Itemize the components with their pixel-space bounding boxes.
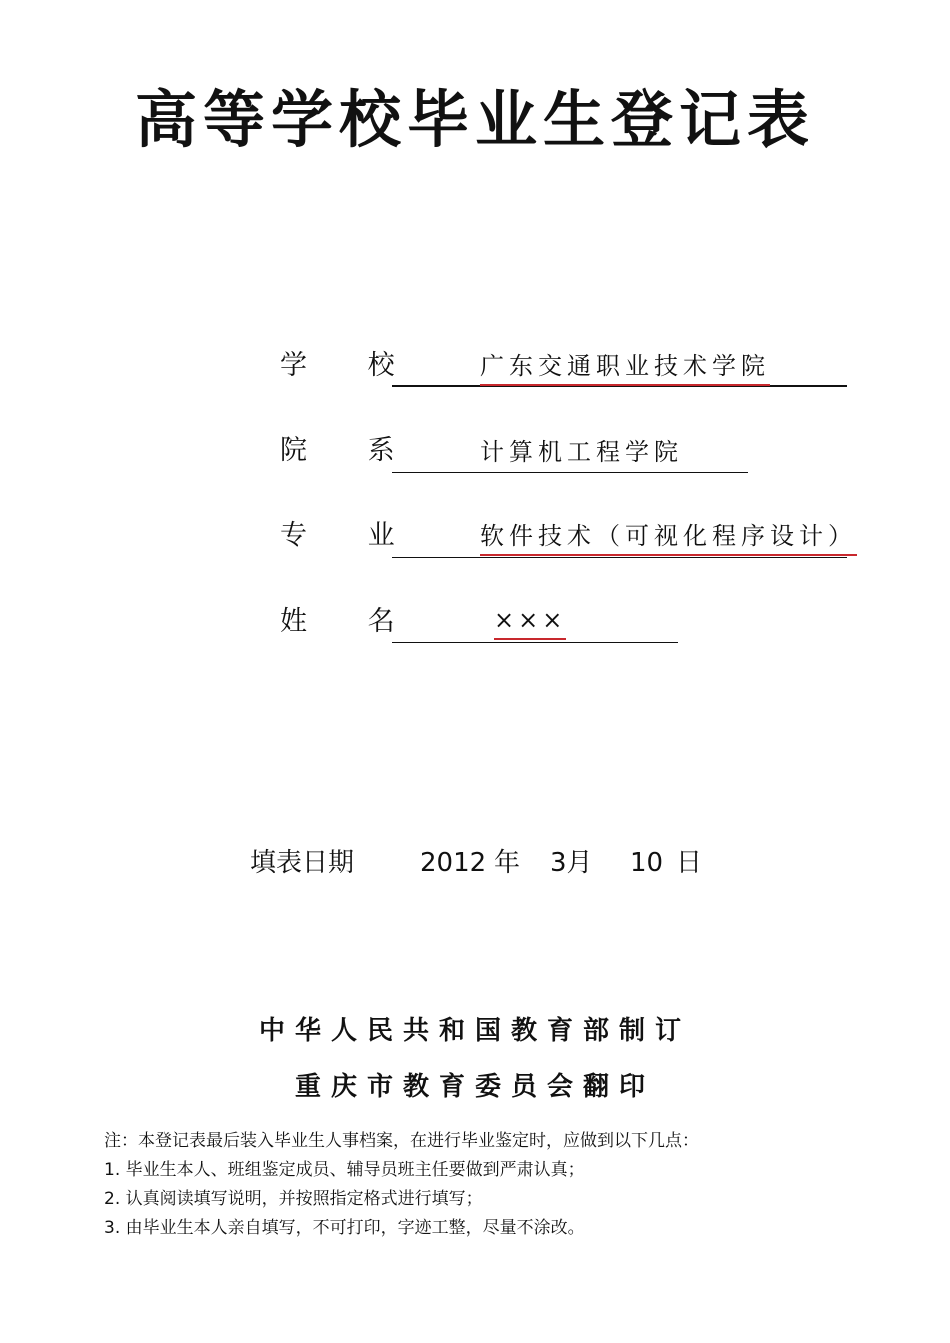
department-label: 院 系 — [280, 435, 421, 466]
note-item: 2. 认真阅读填写说明，并按照指定格式进行填写； — [104, 1189, 483, 1209]
name-line — [392, 642, 678, 643]
major-line — [392, 557, 847, 558]
date-day-unit: 日 — [676, 848, 703, 878]
major-label: 专 业 — [280, 520, 421, 551]
note-item: 1. 毕业生本人、班组鉴定成员、辅导员班主任要做到严肃认真； — [104, 1160, 585, 1180]
school-label: 学 校 — [280, 350, 421, 381]
form-title: 高等学校毕业生登记表 — [134, 83, 815, 156]
date-year-unit: 年 — [494, 848, 521, 878]
reprint-line: 重庆市教育委员会翻印 — [294, 1072, 655, 1102]
date-day[interactable]: 10 — [630, 848, 664, 878]
date-month[interactable]: 3月 — [550, 848, 593, 878]
name-value[interactable]: ××× — [494, 604, 566, 640]
school-value[interactable]: 广东交通职业技术学院 — [480, 350, 770, 386]
date-year[interactable]: 2012 — [420, 848, 487, 878]
major-value[interactable]: 软件技术（可视化程序设计） — [480, 520, 857, 556]
note-item: 3. 由毕业生本人亲自填写，不可打印，字迹工整，尽量不涂改。 — [104, 1218, 585, 1238]
department-line — [392, 472, 748, 473]
issuer-line: 中华人民共和国教育部制订 — [258, 1016, 691, 1046]
name-label: 姓 名 — [280, 606, 421, 637]
notes-section — [104, 1127, 924, 1243]
department-value[interactable]: 计算机工程学院 — [480, 438, 683, 466]
note-intro: 注：本登记表最后装入毕业生人事档案，在进行毕业鉴定时，应做到以下几点： — [104, 1131, 699, 1151]
date-label: 填表日期 — [250, 848, 355, 878]
